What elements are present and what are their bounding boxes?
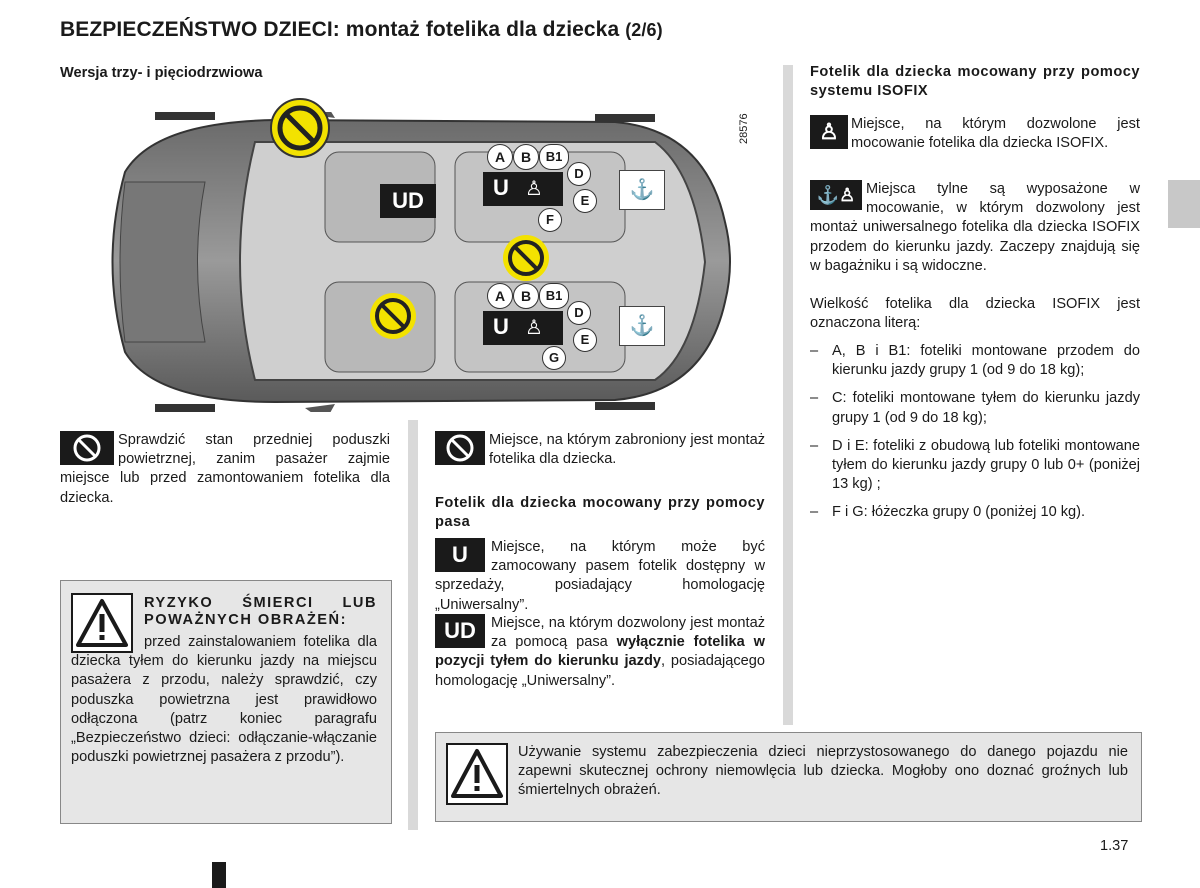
warning-triangle-icon	[446, 743, 508, 805]
car-top-view-illustration	[95, 112, 735, 412]
label-d: D	[567, 162, 591, 186]
forbidden-front-seat-symbol	[370, 293, 416, 339]
belt-heading: Fotelik dla dziecka mocowany przy pomocy pasa	[435, 495, 765, 531]
isofix-anchor-icon: ⚓	[619, 306, 665, 346]
bottom-warning-text: Używanie systemu zabezpieczenia dzieci nieprzystosowanego do danego pojazdu nie zapewni skutecznej ochrony niemowlęcia lub dziecka. Mogłoby ono doznać groźnych lub śmiertelnych obrażeń.	[518, 744, 1128, 799]
airbag-check-icon	[60, 431, 114, 465]
label-f: F	[538, 208, 562, 232]
ud-seat-badge: UD	[380, 184, 436, 218]
airbag-warning-symbol	[270, 98, 330, 158]
isofix-size-intro: Wielkość fotelika dla dziecka ISOFIX jest oznaczona literą:	[810, 296, 1140, 332]
forbidden-icon	[503, 235, 549, 281]
figure-ref-number: 28576	[738, 113, 750, 144]
risk-warning-title: RYZYKO ŚMIERCI LUB POWAŻNYCH OBRAŻEŃ:	[144, 595, 377, 628]
isofix-anchor-icon: ⚓	[619, 170, 665, 210]
page-number: 1.37	[1100, 838, 1129, 854]
isofix-size-list	[810, 342, 1140, 532]
figure-heading: Wersja trzy- i pięciodrzwiowa	[60, 65, 263, 81]
list-item: – A, B i B1: foteliki montowane przodem do kierunku jazdy grupy 1 (od 9 do 18 kg);	[810, 343, 1140, 379]
forbidden-seat-note: Miejsce, na którym zabroniony jest montaż fotelika dla dziecka.	[435, 431, 765, 469]
isofix-seat-note: ♙ Miejsce, na którym dozwolone jest mocowanie fotelika dla dziecka ISOFIX.	[810, 115, 1140, 153]
label-b1: B1	[539, 283, 569, 309]
child-seat-icon: ♙	[525, 178, 543, 200]
risk-warning-text: przed zainstalowaniem fotelika dla dziecka tyłem do kierunku jazdy na miejscu pasażera z przodu, należy sprawdzić, czy poduszka powietrzna jest prawidłowo odłączona (patrz koniec paragrafu „Bezpieczeństwo dzieci: odłączanie-włączanie poduszki powietrznej pasażera z przodu”).	[71, 634, 377, 766]
list-item: – F i G: łóżeczka grupy 0 (poniżej 10 kg).	[810, 504, 1086, 521]
label-a: A	[487, 144, 513, 170]
u-isofix-badge-upper: U ♙	[483, 172, 563, 206]
airbag-check-note: Sprawdzić stan przedniej poduszki powietrznej, zanim pasażer zajmie miejsce lub przed zamontowaniem fotelika dla dziecka.	[60, 432, 390, 506]
u-seat-note: U Miejsce, na którym może być zamocowany pasem fotelik dostępny w sprzedaży, posiadający homologację „Uniwersalny”.	[435, 539, 765, 613]
print-mark	[212, 862, 226, 888]
label-b: B	[513, 144, 539, 170]
u-isofix-badge-lower: U ♙	[483, 311, 563, 345]
isofix-rear-note: ⚓♙ Miejsca tylne są wyposażone w mocowanie, w którym dozwolony jest montaż uniwersalnego fotelika dla dziecka ISOFIX przodem do kierunku jazdy. Zaczepy znajdują się w bagażniku i są widoczne.	[810, 181, 1140, 274]
list-item: – D i E: foteliki z obudową lub foteliki montowane tyłem do kierunku jazdy grupy 0 lub 0+ (poniżej 13 kg) ;	[810, 437, 1140, 493]
forbidden-center-seat-symbol	[503, 235, 549, 281]
label-b: B	[513, 283, 539, 309]
label-d: D	[567, 301, 591, 325]
chapter-tab	[1168, 180, 1200, 228]
isofix-seat-icon: ♙	[810, 115, 848, 149]
child-seat-icon: ♙	[525, 317, 543, 339]
page-title-text: BEZPIECZEŃSTWO DZIECI: montaż fotelika dla dziecka	[60, 18, 620, 41]
risk-warning-box	[60, 580, 392, 824]
isofix-anchor-seat-icon: ⚓♙	[810, 180, 862, 210]
forbidden-seat-icon	[435, 431, 485, 465]
label-g: G	[542, 346, 566, 370]
forbidden-icon	[370, 293, 416, 339]
column-separator	[408, 420, 418, 830]
isofix-heading: Fotelik dla dziecka mocowany przy pomocy systemu ISOFIX	[810, 64, 1140, 100]
label-e: E	[573, 189, 597, 213]
bottom-warning-box	[435, 732, 1142, 822]
list-item: – C: foteliki montowane tyłem do kierunku jazdy grupy 1 (od 9 do 18 kg);	[810, 390, 1140, 426]
column-separator	[783, 65, 793, 725]
label-a: A	[487, 283, 513, 309]
page-title	[60, 18, 663, 42]
u-badge: U	[435, 538, 485, 572]
label-e: E	[573, 328, 597, 352]
no-airbag-icon	[272, 100, 328, 156]
page-title-suffix: (2/6)	[625, 20, 663, 40]
ud-seat-note: UD Miejsce, na którym dozwolony jest montaż za pomocą pasa wyłącznie fotelika w pozycji tyłem do kierunku jazdy, posiadającego homologację „Uniwersalny”.	[435, 615, 765, 689]
label-b1: B1	[539, 144, 569, 170]
ud-badge: UD	[435, 614, 485, 648]
